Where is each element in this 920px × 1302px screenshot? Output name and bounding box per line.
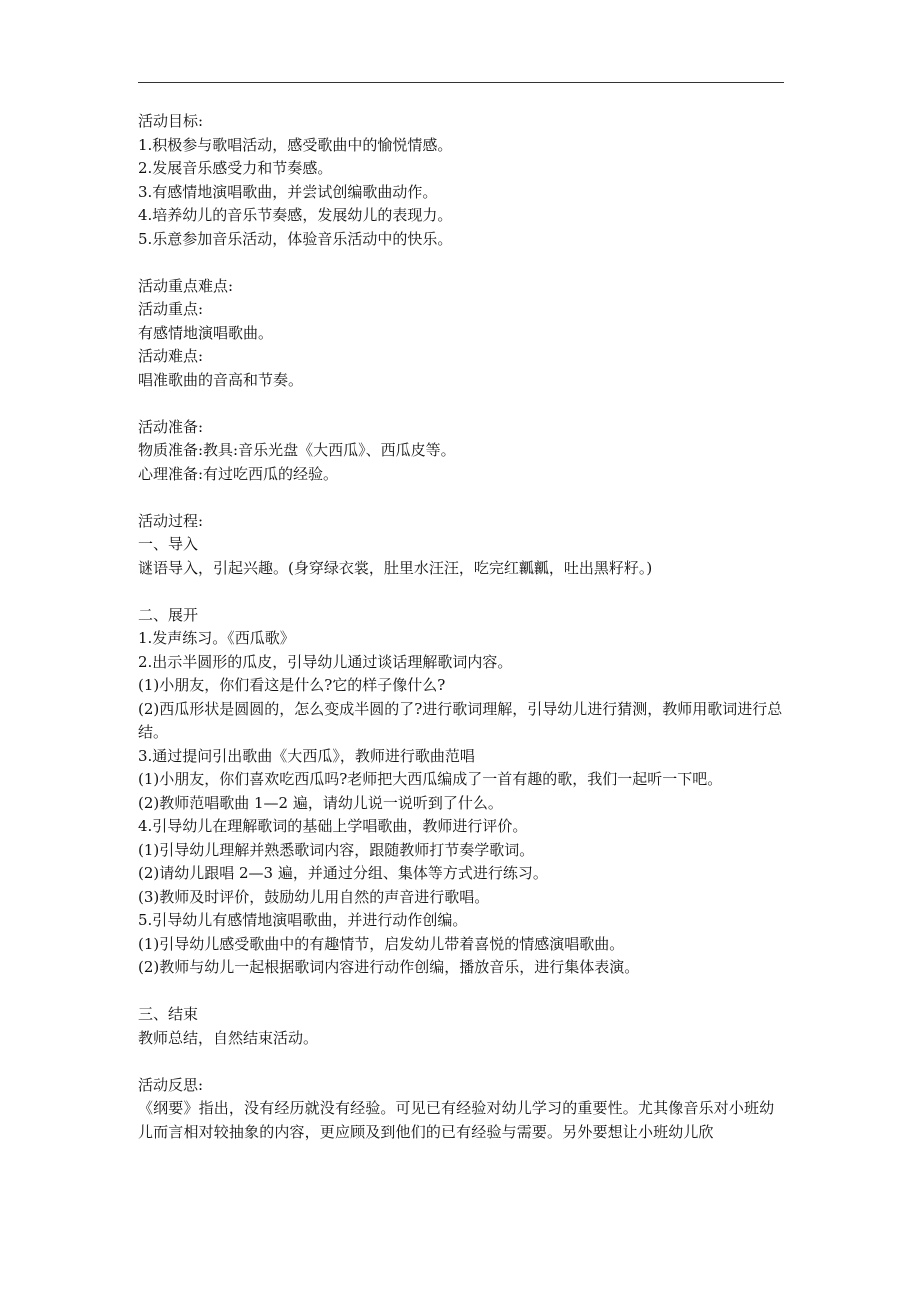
develop-title: 二、展开 [138, 605, 199, 624]
goal-item: 3.有感情地演唱歌曲，并尝试创编歌曲动作。 [138, 182, 438, 201]
mental-preparation: 心理准备:有过吃西瓜的经验。 [138, 464, 339, 483]
reflection-heading: 活动反思: [138, 1075, 204, 1094]
focus-text: 有感情地演唱歌曲。 [138, 323, 274, 342]
develop-item: (1)引导幼儿理解并熟悉歌词内容，跟随教师打节奏学歌词。 [138, 840, 535, 859]
goal-item: 2.发展音乐感受力和节奏感。 [138, 159, 333, 177]
goals-heading: 活动目标: [138, 112, 204, 130]
preparation-heading: 活动准备: [138, 417, 204, 436]
develop-item: 4.引导幼儿在理解歌词的基础上学唱歌曲，教师进行评价。 [138, 817, 528, 835]
focus-label: 活动重点: [138, 300, 204, 318]
develop-item: (2)西瓜形状是圆圆的，怎么变成半圆的了?进行歌词理解，引导幼儿进行猜测，教师用歌词进行总结。 [138, 699, 783, 741]
material-preparation: 物质准备:教具:音乐光盘《大西瓜》、西瓜皮等。 [138, 441, 456, 459]
develop-item: (1)引导幼儿感受歌曲中的有趣情节，启发幼儿带着喜悦的情感演唱歌曲。 [138, 934, 625, 953]
end-title: 三、结束 [138, 1005, 199, 1023]
end-text: 教师总结，自然结束活动。 [138, 1028, 319, 1047]
develop-item: (2)请幼儿跟唱 2—3 遍，并通过分组、集体等方式进行练习。 [138, 864, 548, 882]
spacer [138, 486, 788, 510]
spacer [138, 1050, 788, 1074]
develop-item: 2.出示半圆形的瓜皮，引导幼儿通过谈话理解歌词内容。 [138, 652, 513, 671]
spacer [138, 580, 788, 604]
develop-item: (1)小朋友，你们喜欢吃西瓜吗?老师把大西瓜编成了一首有趣的歌，我们一起听一下吧。 [138, 770, 723, 788]
develop-item: (1)小朋友，你们看这是什么?它的样子像什么? [138, 676, 446, 694]
header-rule [138, 82, 784, 83]
intro-title: 一、导入 [138, 535, 199, 553]
difficulty-label: 活动难点: [138, 347, 204, 365]
develop-item: (2)教师与幼儿一起根据歌词内容进行动作创编，播放音乐，进行集体表演。 [138, 958, 640, 976]
goal-item: 4.培养幼儿的音乐节奏感，发展幼儿的表现力。 [138, 206, 453, 224]
develop-item: (3)教师及时评价，鼓励幼儿用自然的声音进行歌唱。 [138, 887, 490, 906]
develop-item: 1.发声练习。《西瓜歌》 [138, 629, 295, 647]
spacer [138, 980, 788, 1004]
spacer [138, 392, 788, 416]
goal-item: 1.积极参与歌唱活动，感受歌曲中的愉悦情感。 [138, 135, 453, 154]
process-heading: 活动过程: [138, 511, 204, 530]
spacer [138, 251, 788, 275]
reflection-text: 《纲要》指出，没有经历就没有经验。可见已有经验对幼儿学习的重要性。尤其像音乐对小班幼儿而言相对较抽象的内容，更应顾及到他们的已有经验与需要。另外要想让小班幼儿欣 [138, 1099, 775, 1141]
key-points-heading: 活动重点难点: [138, 276, 234, 295]
develop-item: 3.通过提问引出歌曲《大西瓜》，教师进行歌曲范唱 [138, 746, 475, 765]
goal-item: 5.乐意参加音乐活动，体验音乐活动中的快乐。 [138, 229, 453, 248]
document-body [138, 110, 788, 1144]
intro-text: 谜语导入，引起兴趣。(身穿绿衣裳，肚里水汪汪，吃完红瓤瓤，吐出黑籽籽。) [138, 558, 653, 577]
develop-item: 5.引导幼儿有感情地演唱歌曲，并进行动作创编。 [138, 911, 468, 929]
develop-item: (2)教师范唱歌曲 1—2 遍，请幼儿说一说听到了什么。 [138, 793, 503, 812]
difficulty-text: 唱准歌曲的音高和节奏。 [138, 370, 304, 389]
